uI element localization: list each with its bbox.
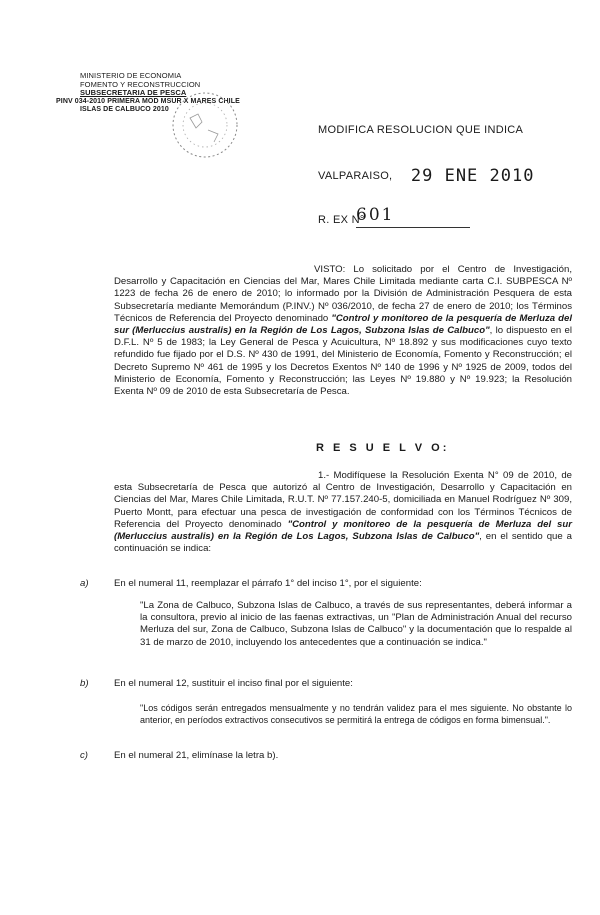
text: 1.- Modifíquese la Resolución Exenta N° 09 de 2010, de esta Subsecretaría de Pesca que autorizó al Centro de Investigación, Desarrollo y Capacitación en Ciencias del Mar, Mares Chile Limitada, R.U.T. Nº 77.157.240-5, domiciliada en Manuel Rodríguez Nº 309, Puerto Montt, para efectuar una pesca de investigación de conformidad con los Términos Técnicos de Referencia del Proyecto denominado <box>114 470 572 530</box>
resolution-value: 601 <box>356 205 395 225</box>
ministry-line: FOMENTO Y RECONSTRUCCION <box>80 79 201 89</box>
document-title: MODIFICA RESOLUCION QUE INDICA <box>318 124 524 136</box>
item-a-text: En el numeral 11, reemplazar el párrafo 1° del inciso 1°, por el siguiente: <box>114 578 422 589</box>
item-b-quote: "Los códigos serán entregados mensualmente y no tendrán validez para el mes siguiente. No obstante lo anterior, en períodos extractivos consecutivos se permitirá la entrega de códigos en forma bimensual.". <box>140 703 572 726</box>
place-date <box>318 166 534 186</box>
item-b-text: En el numeral 12, sustituir el inciso final por el siguiente: <box>114 678 353 689</box>
visto-paragraph <box>114 264 572 398</box>
project-name: "Control y monitoreo de la pesquería de Merluza del sur (Merluccius australis) en la Región de Los Lagos, Subzona Islas de Calbuco" <box>114 518 572 543</box>
article-1 <box>114 470 572 555</box>
project-name: "Control y monitoreo de la pesquería de Merluza del sur (Merluccius australis) en la Región de Los Lagos, Subzona Islas de Calbuco" <box>114 312 572 337</box>
underline <box>356 227 470 228</box>
item-marker: a) <box>80 578 89 589</box>
resolution-label: R. EX N° <box>318 214 365 226</box>
date-stamp: 29 ENE 2010 <box>410 166 535 186</box>
file-reference: PINV 034-2010 PRIMERA MOD MSUR X MARES CHILE <box>56 97 240 105</box>
text: , lo dispuesto en el D.F.L. Nº 5 de 1983; la Ley General de Pesca y Acuicultura, Nº 18.892 y sus modificaciones cuyo texto refundido fue fijado por el D.S. Nº 430 de 1991, del Ministerio de Economía, Fomento y Reconstrucción; el Decreto Supremo Nº 461 de 1995 y los Decretos Exentos Nº 140 de 1996 y Nº 1925 de 2009, todos del Ministerio de Economía, Fomento y Reconstrucción; las Leyes Nº 19.880 y Nº 19.923; la Resolución Exenta Nº 09 de 2010 de esta Subsecretaría de Pesca. <box>114 325 572 398</box>
place: VALPARAISO, <box>318 170 393 182</box>
text: VISTO: Lo solicitado por el Centro de Investigación, Desarrollo y Capacitación en Ciencias del Mar, Mares Chile Limitada mediante carta C.I. SUBPESCA Nº 1223 de fecha 26 de enero de 2010; lo informado por la División de Administración Pesquera de esta Subsecretaría mediante Memorándum (P.INV.) Nº 036/2010, de fecha 27 de enero de 2010; los Términos Técnicos de Referencia del Proyecto denominado <box>114 264 572 324</box>
resolution-number <box>318 205 395 226</box>
resuelvo-heading: R E S U E L V O: <box>316 442 450 454</box>
ministry-line: SUBSECRETARIA DE PESCA <box>80 88 187 98</box>
item-c-text: En el numeral 21, elimínase la letra b). <box>114 750 279 761</box>
official-stamp-icon <box>168 88 242 162</box>
item-a-quote: "La Zona de Calbuco, Subzona Islas de Calbuco, a través de sus representantes, deberá informar a la consultora, previo al inicio de las faenas extractivas, un "Plan de Administración Anual del recurso Merluza del sur, Zona de Calbuco, Subzona Islas de Calbuco" y la documentación que lo respalde al 31 de marzo de 2010, incluyendo los antecedentes que a continuación se indica." <box>140 600 572 648</box>
item-marker: c) <box>80 750 88 761</box>
item-marker: b) <box>80 678 89 689</box>
text: , en el sentido que a continuación se indica: <box>114 531 572 555</box>
ministry-line: MINISTERIO DE ECONOMIA <box>80 71 182 80</box>
file-reference: ISLAS DE CALBUCO 2010 <box>80 106 169 114</box>
